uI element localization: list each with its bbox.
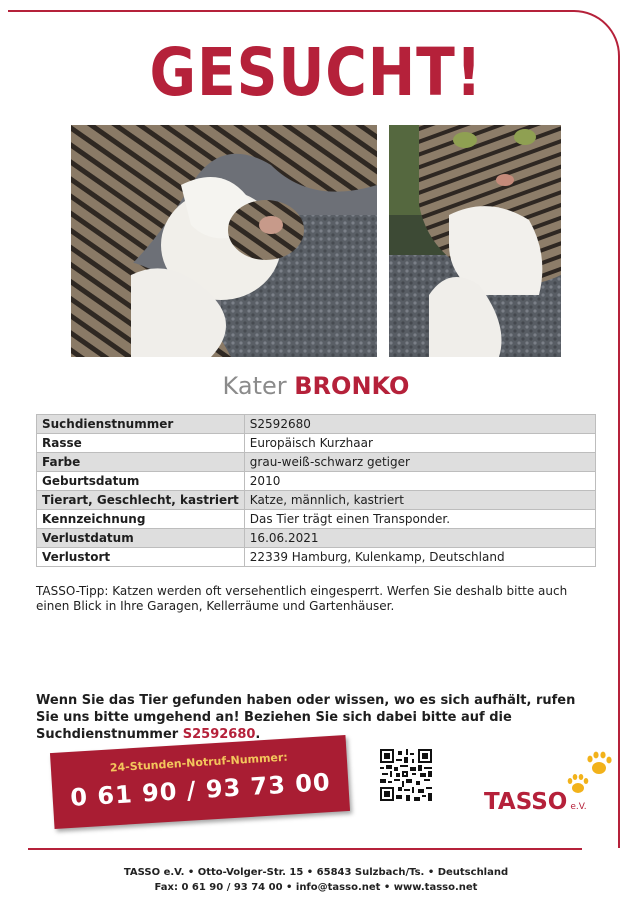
detail-value: Das Tier trägt einen Transponder. bbox=[244, 510, 595, 529]
footer-contact: Fax: 0 61 90 / 93 74 00 • info@tasso.net • www.tasso.net bbox=[154, 882, 478, 893]
appeal-search-number: S2592680 bbox=[182, 727, 256, 742]
detail-value: grau-weiß-schwarz getiger bbox=[244, 453, 595, 472]
cat-name-prefix: Kater bbox=[222, 372, 287, 400]
detail-label: Geburtsdatum bbox=[37, 472, 245, 491]
poster-title: GESUCHT! bbox=[149, 34, 483, 111]
tasso-logo bbox=[484, 787, 587, 822]
footer-address: TASSO e.V. • Otto-Volger-Str. 15 • 65843 Sulzbach/Ts. • Deutschland bbox=[123, 867, 509, 878]
detail-value: Katze, männlich, kastriert bbox=[244, 491, 595, 510]
detail-label: Suchdienstnummer bbox=[37, 415, 245, 434]
detail-label: Verlustort bbox=[37, 548, 245, 567]
detail-value: 2010 bbox=[244, 472, 595, 491]
cat-name-heading bbox=[0, 368, 632, 404]
detail-label: Farbe bbox=[37, 453, 245, 472]
tasso-logo-suffix: e.V. bbox=[570, 802, 587, 812]
table-row bbox=[37, 548, 596, 567]
detail-label: Kennzeichnung bbox=[37, 510, 245, 529]
detail-value: 16.06.2021 bbox=[244, 529, 595, 548]
table-row bbox=[37, 529, 596, 548]
cat-photo-portrait bbox=[389, 125, 561, 357]
details-table bbox=[36, 414, 596, 567]
appeal-end: . bbox=[255, 727, 261, 742]
detail-label: Rasse bbox=[37, 434, 245, 453]
hotline-number[interactable]: 0 61 90 / 93 73 00 bbox=[69, 768, 332, 812]
appeal-body: Wenn Sie das Tier gefunden haben oder wissen, wo es sich aufhält, rufen Sie uns bitte umgehend an! Beziehen Sie sich dabei bitte auf die Suchdienstnummer bbox=[36, 693, 576, 742]
cat-photo-sleeping bbox=[71, 125, 377, 357]
detail-label: Verlustdatum bbox=[37, 529, 245, 548]
table-row bbox=[37, 415, 596, 434]
poster-frame-bottom-line bbox=[28, 848, 582, 850]
detail-value: Europäisch Kurzhaar bbox=[244, 434, 595, 453]
detail-value: S2592680 bbox=[244, 415, 595, 434]
detail-label: Tierart, Geschlecht, kastriert bbox=[37, 491, 245, 510]
table-row bbox=[37, 510, 596, 529]
tasso-logo-name: TASSO bbox=[484, 789, 568, 815]
table-row bbox=[37, 472, 596, 491]
table-row bbox=[37, 434, 596, 453]
footer bbox=[0, 865, 632, 895]
cat-name: BRONKO bbox=[294, 372, 410, 400]
qr-code[interactable] bbox=[380, 749, 432, 801]
table-row bbox=[37, 491, 596, 510]
hotline-label: 24-Stunden-Notruf-Nummer: bbox=[109, 750, 289, 775]
table-row bbox=[37, 453, 596, 472]
detail-value: 22339 Hamburg, Kulenkamp, Deutschland bbox=[244, 548, 595, 567]
appeal-text bbox=[36, 692, 602, 743]
tasso-tip: TASSO-Tipp: Katzen werden oft versehentlich eingesperrt. Werfen Sie deshalb bitte auch einen Blick in Ihre Garagen, Kellerräume und Gartenhäuser. bbox=[36, 584, 568, 613]
